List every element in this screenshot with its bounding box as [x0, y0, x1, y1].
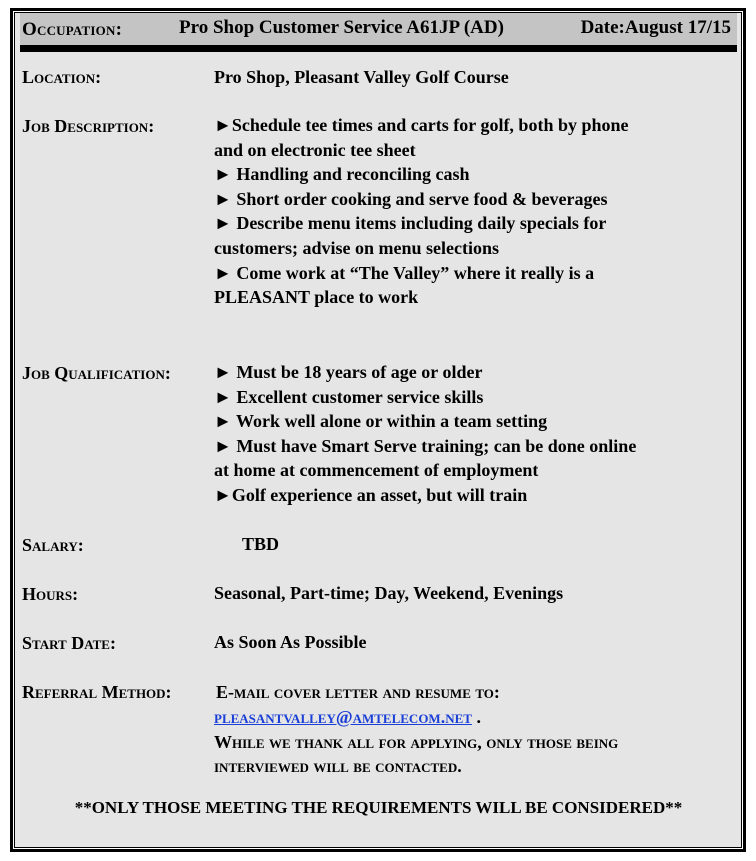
location-value: Pro Shop, Pleasant Valley Golf Course — [214, 67, 509, 87]
start-date-label: Start Date: — [22, 633, 116, 653]
email-suffix: . — [471, 707, 481, 727]
job-description-line: ► Short order cooking and serve food & beverages — [214, 188, 608, 209]
email-link[interactable]: pleasantvalley@amtelecom.net — [214, 707, 472, 727]
referral-note-line1: While we thank all for applying, only those being — [214, 732, 619, 752]
salary-value: TBD — [242, 534, 280, 554]
occupation-label: Occupation: — [22, 19, 123, 40]
job-description-line: and on electronic tee sheet — [214, 139, 416, 160]
start-date-value: As Soon As Possible — [214, 632, 367, 652]
referral-instruction: E-mail cover letter and resume to: — [216, 682, 500, 702]
qualification-line: ► Must be 18 years of age or older — [214, 362, 483, 382]
job-description-label: Job Description: — [22, 116, 155, 136]
job-description-line: customers; advise on menu selections — [214, 237, 499, 258]
referral-method-label: Referral Method: — [22, 682, 172, 702]
referral-note-line2: interviewed will be contacted. — [214, 756, 462, 776]
qualification-line: at home at commencement of employment — [214, 460, 539, 481]
job-description-line: PLEASANT place to work — [214, 287, 419, 308]
job-qualification-label: Job Qualification: — [22, 363, 171, 383]
job-description-line: ► Handling and reconciling cash — [214, 164, 470, 185]
hours-label: Hours: — [22, 584, 79, 604]
qualification-line: ► Work well alone or within a team setting — [214, 411, 548, 432]
job-description-line: ► Come work at “The Valley” where it really is a — [214, 262, 595, 283]
hours-value: Seasonal, Part-time; Day, Weekend, Evenings — [214, 583, 564, 603]
job-description-list — [214, 113, 734, 310]
job-description-line: ►Schedule tee times and carts for golf, both by phone — [214, 115, 629, 135]
occupation-value: Pro Shop Customer Service A61JP (AD) — [179, 17, 504, 38]
referral-email-line — [214, 707, 481, 728]
salary-label: Salary: — [22, 535, 84, 555]
job-description-line: ► Describe menu items including daily specials for — [214, 213, 607, 234]
qualification-line: ►Golf experience an asset, but will train — [214, 484, 528, 505]
header-divider — [20, 45, 737, 52]
job-qualification-list — [214, 360, 734, 508]
qualification-line: ► Must have Smart Serve training; can be done online — [214, 435, 637, 456]
qualification-line: ► Excellent customer service skills — [214, 386, 484, 407]
location-label: Location: — [22, 67, 102, 87]
occupation-header — [20, 13, 737, 45]
posting-date: Date:August 17/15 — [580, 17, 731, 38]
requirements-footer: **ONLY THOSE MEETING THE REQUIREMENTS WILL BE CONSIDERED** — [74, 798, 683, 817]
